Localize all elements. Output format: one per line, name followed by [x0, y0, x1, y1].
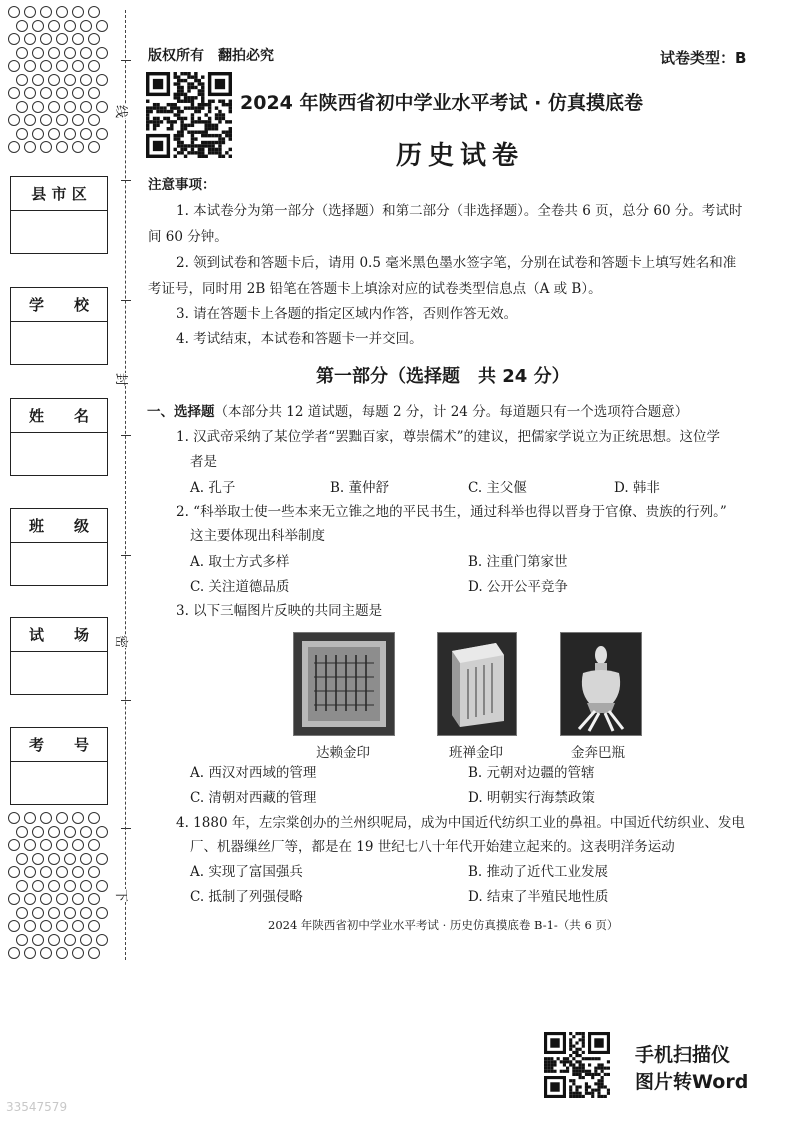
- question-2-stem: 2. “科举取士使一些本来无立锥之地的平民书生，通过科举也得以晋身于官僚、贵族的行列。”: [176, 504, 727, 520]
- binding-dot: [16, 74, 28, 86]
- binding-dot: [8, 893, 20, 905]
- binding-dot: [16, 934, 28, 946]
- binding-dot: [56, 87, 68, 99]
- binding-dot: [96, 853, 108, 865]
- binding-tick: [121, 555, 131, 556]
- binding-dot: [72, 812, 84, 824]
- binding-dot: [80, 20, 92, 32]
- binding-dot: [72, 114, 84, 126]
- binding-dot: [48, 907, 60, 919]
- binding-dot: [24, 893, 36, 905]
- binding-dot: [72, 839, 84, 851]
- binding-dot: [8, 141, 20, 153]
- image-caption-dalai-seal: 达赖金印: [316, 745, 370, 761]
- binding-dot: [88, 141, 100, 153]
- binding-dot: [96, 934, 108, 946]
- binding-dot: [8, 947, 20, 959]
- copyright-notice: 版权所有 翻拍必究: [148, 48, 274, 64]
- binding-dot: [8, 60, 20, 72]
- binding-tick: [121, 180, 131, 181]
- binding-dot: [56, 33, 68, 45]
- binding-dot: [48, 853, 60, 865]
- binding-dot: [48, 128, 60, 140]
- binding-dot: [24, 33, 36, 45]
- binding-dot: [48, 880, 60, 892]
- notice-line: 间 60 分钟。: [148, 229, 228, 245]
- binding-dot: [96, 907, 108, 919]
- binding-dot: [88, 33, 100, 45]
- binding-dot: [96, 128, 108, 140]
- binding-dot: [24, 866, 36, 878]
- q4-option-c[interactable]: C. 抵制了列强侵略: [190, 889, 303, 905]
- binding-dot: [40, 839, 52, 851]
- class-label: 班 级: [11, 509, 107, 543]
- binding-dot: [88, 114, 100, 126]
- binding-dot: [56, 920, 68, 932]
- q1-option-b[interactable]: B. 董仲舒: [330, 480, 390, 496]
- golden-urn-image: [560, 632, 642, 736]
- binding-dot: [24, 60, 36, 72]
- binding-dot: [96, 74, 108, 86]
- binding-dot: [24, 839, 36, 851]
- binding-dot: [80, 47, 92, 59]
- binding-dot: [32, 128, 44, 140]
- binding-dashed-line: [125, 10, 126, 960]
- page-footer: 2024 年陕西省初中学业水平考试 · 历史仿真摸底卷 B-1-（共 6 页）: [268, 918, 619, 932]
- binding-dot: [72, 920, 84, 932]
- binding-dot: [32, 880, 44, 892]
- q2-option-c[interactable]: C. 关注道德品质: [190, 579, 290, 595]
- q2-option-b[interactable]: B. 注重门第家世: [468, 554, 568, 570]
- binding-dot: [40, 87, 52, 99]
- binding-dot: [64, 47, 76, 59]
- binding-dot: [72, 87, 84, 99]
- binding-dot: [80, 853, 92, 865]
- binding-dot: [80, 907, 92, 919]
- q4-option-a[interactable]: A. 实现了富国强兵: [190, 864, 303, 880]
- binding-dot: [64, 20, 76, 32]
- notice-line: 考证号，同时用 2B 铅笔在答题卡上填涂对应的试卷类型信息点（A 或 B）。: [148, 281, 602, 297]
- binding-char-mi: 密: [111, 635, 134, 648]
- binding-dot: [16, 880, 28, 892]
- q3-option-b[interactable]: B. 元朝对边疆的管辖: [468, 765, 595, 781]
- binding-dot: [56, 893, 68, 905]
- name-input[interactable]: [11, 433, 107, 475]
- binding-dot: [96, 101, 108, 113]
- binding-dot: [32, 74, 44, 86]
- binding-char-xian: 线: [111, 105, 134, 118]
- binding-dot: [88, 920, 100, 932]
- county-input[interactable]: [11, 211, 107, 253]
- paper-type-label: 试卷类型：B: [660, 49, 747, 67]
- binding-dot: [32, 826, 44, 838]
- binding-dot: [24, 87, 36, 99]
- qr-code-icon: [146, 72, 232, 158]
- binding-dot: [40, 6, 52, 18]
- binding-dot: [80, 74, 92, 86]
- exam-number-label: 考 号: [11, 728, 107, 762]
- q4-option-b[interactable]: B. 推动了近代工业发展: [468, 864, 609, 880]
- binding-dot: [40, 60, 52, 72]
- question-1-stem-cont: 者是: [190, 454, 217, 470]
- binding-dot: [88, 893, 100, 905]
- question-4-stem-cont: 厂、机器缫丝厂等，都是在 19 世纪七八十年代开始建立起来的。这表明洋务运动: [190, 839, 675, 855]
- binding-dot: [72, 6, 84, 18]
- q2-option-d[interactable]: D. 公开公平竞争: [468, 579, 568, 595]
- binding-dot: [88, 839, 100, 851]
- binding-dot: [8, 920, 20, 932]
- binding-dot: [24, 947, 36, 959]
- binding-dot: [96, 20, 108, 32]
- name-label: 姓 名: [11, 399, 107, 433]
- notice-line: 3. 请在答题卡上各题的指定区域内作答，否则作答无效。: [176, 306, 518, 322]
- binding-dot: [72, 947, 84, 959]
- binding-dot: [80, 128, 92, 140]
- binding-dot: [16, 128, 28, 140]
- binding-tick: [121, 700, 131, 701]
- binding-dot: [40, 33, 52, 45]
- binding-dot: [56, 947, 68, 959]
- binding-dot: [32, 934, 44, 946]
- binding-tick: [121, 300, 131, 301]
- binding-dot: [24, 920, 36, 932]
- binding-dot: [80, 880, 92, 892]
- binding-dot: [48, 47, 60, 59]
- binding-dot: [96, 880, 108, 892]
- binding-dot: [16, 826, 28, 838]
- room-input[interactable]: [11, 652, 107, 694]
- binding-char-feng: 封: [111, 373, 134, 386]
- binding-dot: [8, 812, 20, 824]
- binding-dot: [64, 853, 76, 865]
- binding-tick: [121, 828, 131, 829]
- name-box: [10, 398, 108, 476]
- binding-dot: [40, 141, 52, 153]
- exam-number-input[interactable]: [11, 762, 107, 804]
- binding-dot: [48, 934, 60, 946]
- binding-dot: [64, 880, 76, 892]
- binding-char-xia: 下: [111, 889, 134, 902]
- binding-dot: [88, 60, 100, 72]
- school-input[interactable]: [11, 322, 107, 364]
- binding-dot: [56, 60, 68, 72]
- section-label: 一、选择题: [147, 404, 215, 420]
- binding-dot: [48, 74, 60, 86]
- binding-dot: [16, 20, 28, 32]
- page-id: 33547579: [6, 1100, 68, 1114]
- binding-dot: [8, 33, 20, 45]
- binding-dot: [80, 101, 92, 113]
- room-label: 试 场: [11, 618, 107, 652]
- promo-line-scanner: 手机扫描仪: [635, 1044, 731, 1066]
- binding-dot: [16, 47, 28, 59]
- binding-dot: [64, 826, 76, 838]
- binding-dot: [16, 101, 28, 113]
- binding-dot: [24, 141, 36, 153]
- binding-dot: [16, 907, 28, 919]
- binding-dots-bottom: [8, 812, 112, 960]
- school-box: [10, 287, 108, 365]
- binding-dot: [40, 866, 52, 878]
- dalai-gold-seal-image: [293, 632, 395, 736]
- room-box: [10, 617, 108, 695]
- binding-dot: [96, 826, 108, 838]
- q2-option-a[interactable]: A. 取士方式多样: [190, 554, 290, 570]
- class-box: [10, 508, 108, 586]
- binding-dot: [40, 947, 52, 959]
- question-3-stem: 3. 以下三幅图片反映的共同主题是: [176, 603, 383, 619]
- binding-dot: [56, 866, 68, 878]
- binding-dot: [56, 812, 68, 824]
- binding-dot: [24, 6, 36, 18]
- binding-dot: [56, 141, 68, 153]
- county-label: 县 市 区: [11, 177, 107, 211]
- q1-option-c[interactable]: C. 主父偃: [468, 480, 527, 496]
- binding-dot: [32, 907, 44, 919]
- binding-dot: [8, 866, 20, 878]
- binding-dot: [72, 893, 84, 905]
- binding-dot: [40, 812, 52, 824]
- binding-dot: [40, 893, 52, 905]
- notice-heading: 注意事项：: [148, 177, 216, 193]
- binding-dot: [8, 114, 20, 126]
- qr-code-icon: [544, 1032, 610, 1098]
- binding-tick: [121, 60, 131, 61]
- notice-line: 2. 领到试卷和答题卡后，请用 0.5 毫米黑色墨水签字笔，分别在试卷和答题卡上填写姓名和准: [176, 255, 737, 271]
- q3-option-a[interactable]: A. 西汉对西域的管理: [190, 765, 317, 781]
- binding-dot: [56, 6, 68, 18]
- subject-title: 历史试卷: [396, 141, 525, 171]
- binding-dot: [64, 907, 76, 919]
- binding-dot: [88, 812, 100, 824]
- binding-dot: [48, 20, 60, 32]
- binding-dot: [24, 114, 36, 126]
- section-instruction-text: （本部分共 12 道试题，每题 2 分，计 24 分。每道题只有一个选项符合题意）: [214, 404, 689, 420]
- school-label: 学 校: [11, 288, 107, 322]
- part1-title: 第一部分（选择题 共 24 分）: [316, 366, 570, 387]
- binding-dot: [40, 114, 52, 126]
- binding-dot: [64, 74, 76, 86]
- binding-dot: [96, 47, 108, 59]
- binding-dot: [32, 47, 44, 59]
- promo-line-word: 图片转Word: [635, 1071, 749, 1093]
- question-1-stem: 1. 汉武帝采纳了某位学者“罢黜百家，尊崇儒术”的建议，把儒家学说立为正统思想。这位学: [176, 429, 720, 445]
- binding-dot: [72, 33, 84, 45]
- image-caption-golden-urn: 金奔巴瓶: [571, 745, 625, 761]
- binding-dot: [80, 826, 92, 838]
- binding-dot: [72, 60, 84, 72]
- binding-dot: [16, 853, 28, 865]
- q4-option-d[interactable]: D. 结束了半殖民地性质: [468, 889, 609, 905]
- image-caption-panchen-seal: 班禅金印: [449, 745, 503, 761]
- binding-dot: [72, 141, 84, 153]
- binding-dot: [8, 87, 20, 99]
- binding-dot: [88, 947, 100, 959]
- notice-line: 1. 本试卷分为第一部分（选择题）和第二部分（非选择题）。全卷共 6 页，总分 60 分。考试时: [176, 203, 743, 219]
- binding-dot: [56, 114, 68, 126]
- binding-tick: [121, 435, 131, 436]
- exam-number-box: [10, 727, 108, 805]
- class-input[interactable]: [11, 543, 107, 585]
- binding-dot: [40, 920, 52, 932]
- q1-option-d[interactable]: D. 韩非: [614, 480, 660, 496]
- binding-dot: [48, 101, 60, 113]
- q1-option-a[interactable]: A. 孔子: [190, 480, 236, 496]
- question-2-stem-cont: 这主要体现出科举制度: [190, 528, 325, 544]
- binding-dot: [56, 839, 68, 851]
- panchen-gold-seal-image: [437, 632, 517, 736]
- binding-dot: [88, 87, 100, 99]
- binding-dot: [64, 101, 76, 113]
- binding-dots-top: [8, 6, 112, 164]
- binding-dot: [32, 853, 44, 865]
- binding-dot: [32, 20, 44, 32]
- q3-option-d[interactable]: D. 明朝实行海禁政策: [468, 790, 595, 806]
- binding-dot: [64, 128, 76, 140]
- section-instruction: [147, 404, 688, 420]
- question-4-stem: 4. 1880 年，左宗棠创办的兰州织呢局，成为中国近代纺织工业的鼻祖。中国近代纺织业、发电: [176, 815, 745, 831]
- binding-dot: [64, 934, 76, 946]
- binding-dot: [24, 812, 36, 824]
- binding-dot: [88, 6, 100, 18]
- county-box: [10, 176, 108, 254]
- binding-dot: [80, 934, 92, 946]
- exam-title: 2024 年陕西省初中学业水平考试 · 仿真摸底卷: [240, 92, 643, 114]
- binding-dot: [72, 866, 84, 878]
- q3-option-c[interactable]: C. 清朝对西藏的管理: [190, 790, 317, 806]
- binding-dot: [32, 101, 44, 113]
- binding-dot: [8, 6, 20, 18]
- notice-line: 4. 考试结束，本试卷和答题卡一并交回。: [176, 331, 423, 347]
- binding-dot: [8, 839, 20, 851]
- binding-dot: [88, 866, 100, 878]
- binding-dot: [48, 826, 60, 838]
